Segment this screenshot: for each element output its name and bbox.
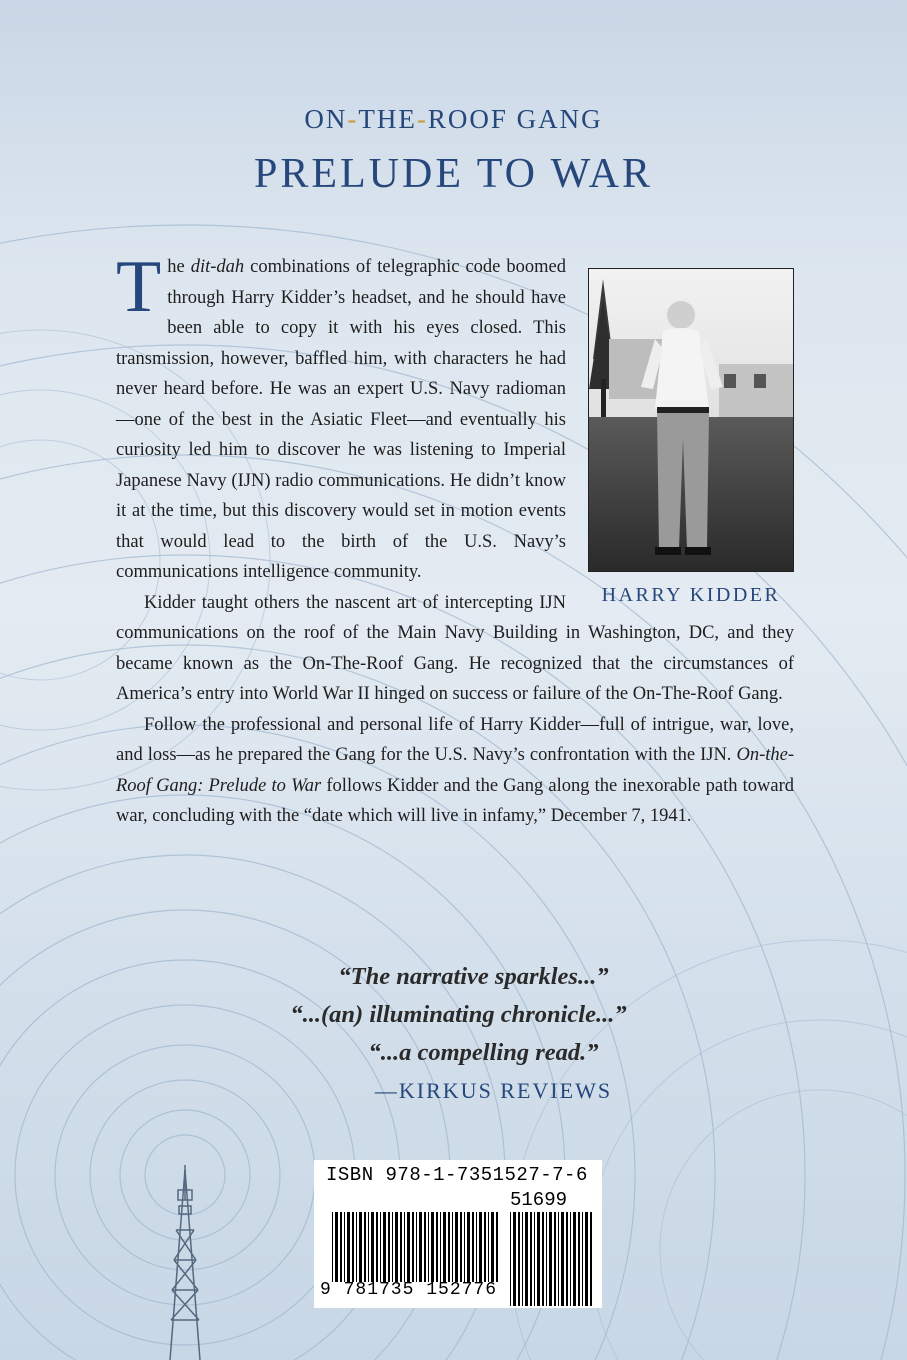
barcode-bar: [448, 1212, 450, 1282]
barcode-bar: [443, 1212, 446, 1282]
synopsis-paragraph-2: Kidder taught others the nascent art of intercepting IJN communications on the roof of the Main Navy Building in Washington, DC, and they became known as the On-The-Roof Gang. He recognized that the circumstances of America’s entry into World War II hinged on success or failure of the On-The-Roof Gang.: [116, 592, 794, 704]
barcode-bar: [542, 1212, 544, 1306]
barcode-bar: [332, 1212, 333, 1282]
isbn-number: ISBN 978-1-7351527-7-6: [326, 1164, 588, 1186]
barcode-bar: [525, 1212, 528, 1306]
barcode-bar: [368, 1212, 369, 1282]
barcode-bar: [590, 1212, 592, 1306]
photo-caption: HARRY KIDDER: [601, 584, 781, 606]
barcode-bar: [392, 1212, 393, 1282]
synopsis-paragraph-3: Follow the professional and personal life of Harry Kidder—full of intrigue, war, love, and loss—as he prepared the Gang for the U.S. Navy’s confrontation with the IJN. On-the-Roof Gang: Prelude to War follows Kidder and the Gang along the inexorable path toward war, concluding with the “date which will live in infamy,” December 7, 1941.: [116, 714, 794, 826]
barcode-bar: [518, 1212, 520, 1306]
barcode-bar: [510, 1212, 511, 1306]
isbn-barcode: [314, 1160, 602, 1308]
barcode-bar: [364, 1212, 366, 1282]
barcode-bar: [436, 1212, 438, 1282]
barcode-bar: [467, 1212, 470, 1282]
barcode-bar: [356, 1212, 357, 1282]
barcode-bar: [455, 1212, 458, 1282]
barcode-bar: [431, 1212, 434, 1282]
barcode-bar: [400, 1212, 402, 1282]
ean-barcode-bars: [332, 1212, 500, 1282]
barcode-bar: [522, 1212, 523, 1306]
barcode-bar: [460, 1212, 462, 1282]
barcode-bar: [585, 1212, 588, 1306]
barcode-bar: [416, 1212, 417, 1282]
barcode-bar: [344, 1212, 345, 1282]
barcode-bar: [479, 1212, 482, 1282]
barcode-bar: [546, 1212, 547, 1306]
barcode-bar: [566, 1212, 568, 1306]
synopsis: [116, 246, 794, 832]
barcode-bar: [407, 1212, 410, 1282]
photo-block: [588, 268, 794, 608]
drop-cap: T: [116, 246, 162, 328]
barcode-bar: [428, 1212, 429, 1282]
barcode-bar: [376, 1212, 378, 1282]
review-quotes: [0, 958, 907, 1110]
barcode-bar: [464, 1212, 465, 1282]
barcode-bar: [395, 1212, 398, 1282]
barcode-bar: [534, 1212, 535, 1306]
barcode-bar: [419, 1212, 422, 1282]
barcode-bar: [513, 1212, 516, 1306]
barcode-bar: [352, 1212, 354, 1282]
radio-tower-icon: [170, 1165, 200, 1360]
barcode-bar: [549, 1212, 552, 1306]
barcode-bar: [488, 1212, 489, 1282]
price-barcode-bars: [510, 1212, 594, 1306]
barcode-bar: [573, 1212, 576, 1306]
series-title: ON-THE-ROOF GANG: [304, 104, 603, 134]
synopsis-paragraph-1: The dit-dah HARRY KIDDER combinations of telegraphic code boomed through Harry Kidder’s headset, and he should have been able to copy it with his eyes closed. This transmission, however, baffled him, with characters he had never heard before. He was an expert U.S. Navy radioman—one of the best in the Asiatic Fleet—and eventually his curiosity led him to discover he was listening to Imperial Japanese Navy (IJN) radio communications. He didn’t know it at the time, but this discovery would set in motion events that would lead to the birth of the U.S. Navy’s communications intelligence community.: [116, 252, 794, 588]
barcode-bar: [476, 1212, 477, 1282]
barcode-bar: [424, 1212, 426, 1282]
barcode-bar: [404, 1212, 405, 1282]
barcode-bar: [491, 1212, 494, 1282]
barcode-bar: [440, 1212, 441, 1282]
barcode-bar: [578, 1212, 580, 1306]
barcode-bar: [472, 1212, 474, 1282]
barcode-bar: [340, 1212, 342, 1282]
barcode-bar: [371, 1212, 374, 1282]
barcode-bar: [452, 1212, 453, 1282]
barcode-bar: [380, 1212, 381, 1282]
barcode-bar: [359, 1212, 362, 1282]
barcode-bar: [496, 1212, 498, 1282]
barcode-bar: [561, 1212, 564, 1306]
barcode-bar: [530, 1212, 532, 1306]
barcode-bar: [347, 1212, 350, 1282]
barcode-bar: [484, 1212, 486, 1282]
barcode-bar: [570, 1212, 571, 1306]
review-attribution: —KIRKUS REVIEWS: [374, 1078, 613, 1103]
barcode-bar: [383, 1212, 386, 1282]
book-title: PRELUDE TO WAR: [253, 151, 654, 197]
ean-number: 9 781735 152776: [320, 1280, 498, 1300]
barcode-bar: [554, 1212, 556, 1306]
barcode-bar: [388, 1212, 390, 1282]
harry-kidder-photo: [588, 268, 794, 572]
barcode-bar: [558, 1212, 559, 1306]
barcode-bar: [335, 1212, 338, 1282]
barcode-bar: [537, 1212, 540, 1306]
barcode-bar: [582, 1212, 583, 1306]
review-quote-1: “The narrative sparkles...”: [338, 963, 609, 990]
barcode-bar: [412, 1212, 414, 1282]
review-quote-2: “...(an) illuminating chronicle...”: [290, 1001, 627, 1028]
price-code: 51699: [510, 1189, 568, 1211]
review-quote-3: “...a compelling read.”: [368, 1039, 599, 1066]
